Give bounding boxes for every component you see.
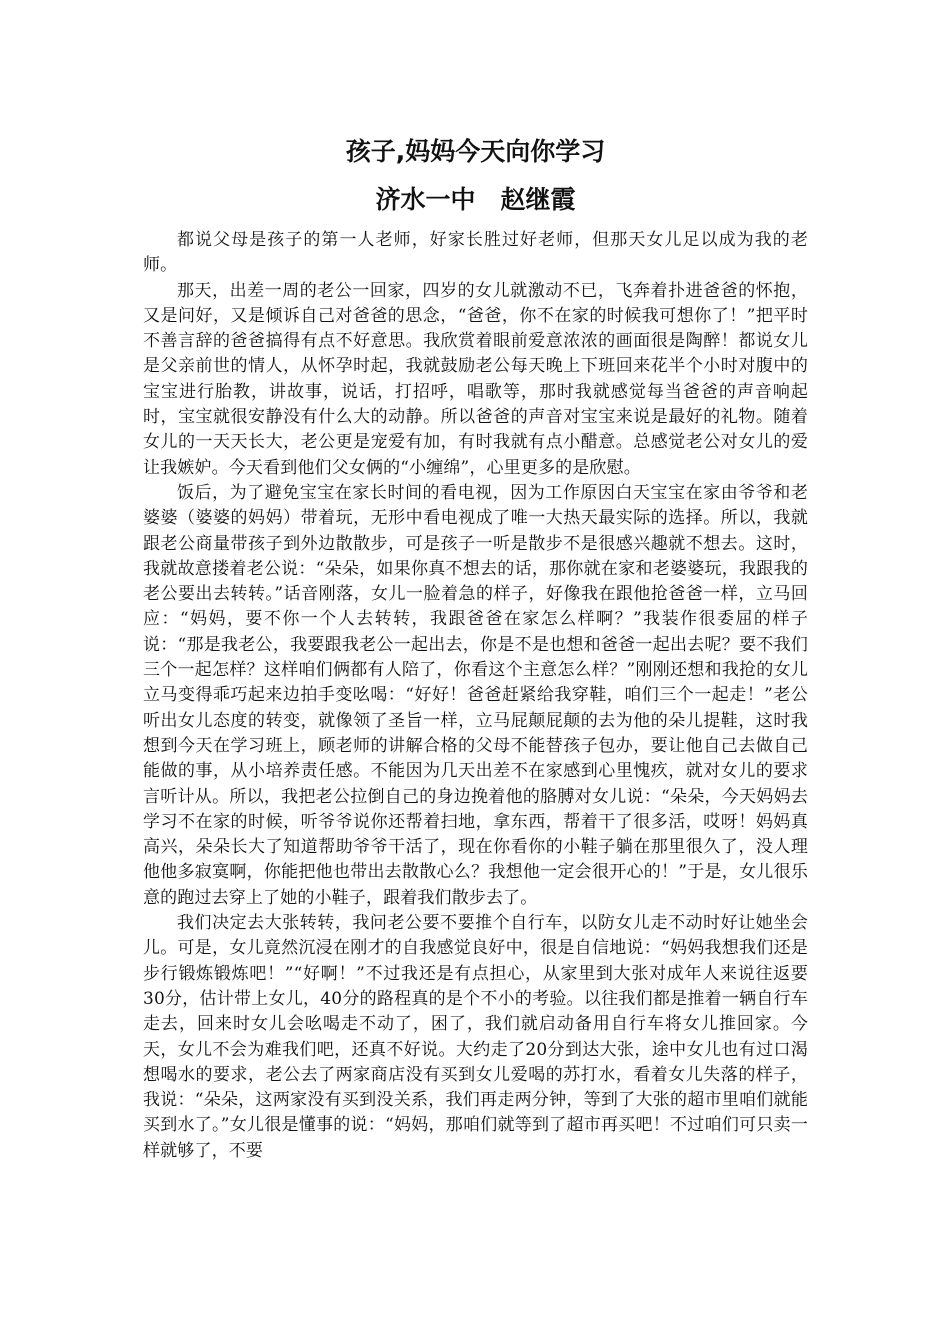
author-line: 济水一中 赵继霞 [375,185,576,214]
document-page [143,128,808,1164]
article-body [143,228,808,1164]
paragraph-3: 饭后，为了避免宝宝在家长时间的看电视，因为工作原因白天宝宝在家由爷爷和老婆婆（婆婆的妈妈）带着玩，无形中看电视成了唯一大热天最实际的选择。所以，我就跟老公商量带孩子到外边散散步，可是孩子一听是散步不是很感兴趣就不想去。这时，我就故意搂着老公说：“朵朵，如果你真不想去的话，那你就在家和老婆婆玩，我跟我的老公要出去转转。”话音刚落，女儿一脸着急的样子，好像我在跟他抢爸爸一样，立马回应：“妈妈，要不你一个人去转转，我跟爸爸在家怎么样啊？”我装作很委屈的样子说：“那是我老公，我要跟我老公一起出去，你是不是也想和爸爸一起出去呢？要不我们三个一起怎样？这样咱们俩都有人陪了，你看这个主意怎么样？”刚刚还想和我抢的女儿立马变得乖巧起来边拍手变吆喝：“好好！爸爸赶紧给我穿鞋，咱们三个一起走！”老公听出女儿态度的转变，就像领了圣旨一样，立马屁颠屁颠的去为他的朵儿提鞋，这时我想到今天在学习班上，顾老师的讲解合格的父母不能替孩子包办，要让他自己去做自己能做的事，从小培养责任感。不能因为几天出差不在家感到心里愧疚，就对女儿的要求言听计从。所以，我把老公拉倒自己的身边挽着他的胳膊对女儿说：“朵朵，今天妈妈去学习不在家的时候，听爷爷说你还帮着扫地，拿东西，帮着干了很多活，哎呀！妈妈真高兴，朵朵长大了知道帮助爷爷干活了，现在你看你的小鞋子躺在那里很久了，没人理他他多寂寞啊，你能把他也带出去散散心么？我想他一定会很开心的！”于是，女儿很乐意的跑过去穿上了她的小鞋子，跟着我们散步去了。 [143,482,808,908]
paragraph-1: 都说父母是孩子的第一人老师，好家长胜过好老师，但那天女儿足以成为我的老师。 [143,230,808,276]
paragraph-4: 我们决定去大张转转，我问老公要不要推个自行车，以防女儿走不动时好让她坐会儿。可是，女儿竟然沉浸在刚才的自我感觉良好中，很是自信地说：“妈妈我想我们还是步行锻炼锻炼吧！”“好啊！”不过我还是有点担心，从家里到大张对成年人来说往返要30分，估计带上女儿，40分的路程真的是个不小的考验。以往我们都是推着一辆自行车走去，回来时女儿会吆喝走不动了，困了，我们就启动备用自行车将女儿推回家。今天，女儿不会为难我们吧，还真不好说。大约走了20分到达大张，途中女儿也有过口渴想喝水的要求，老公去了两家商店没有买到女儿爱喝的苏打水，看着女儿失落的样子，我说：“朵朵，这两家没有买到没关系，我们再走两分钟，等到了大张的超市里咱们就能买到水了。”女儿很是懂事的说：“妈妈，那咱们就等到了超市再买吧！不过咱们可只卖一样就够了，不要 [143,913,808,1161]
paragraph-2: 那天，出差一周的老公一回家，四岁的女儿就激动不已，飞奔着扑进爸爸的怀抱，又是问好，又是倾诉自己对爸爸的思念，“爸爸，你不在家的时候我可想你了！”把平时不善言辞的爸爸搞得有点不好意思。我欣赏着眼前爱意浓浓的画面很是陶醉！都说女儿是父亲前世的情人，从怀孕时起，我就鼓励老公每天晚上下班回来花半个小时对腹中的宝宝进行胎教，讲故事，说话，打招呼，唱歌等，那时我就感觉每当爸爸的声音响起时，宝宝就很安静没有什么大的动静。所以爸爸的声音对宝宝来说是最好的礼物。随着女儿的一天天长大，老公更是宠爱有加，有时我就有点小醋意。总感觉老公对女儿的爱让我嫉妒。今天看到他们父女俩的“小缠绵”，心里更多的是欣慰。 [143,280,808,478]
article-title: 孩子,妈妈今天向你学习 [345,137,606,166]
